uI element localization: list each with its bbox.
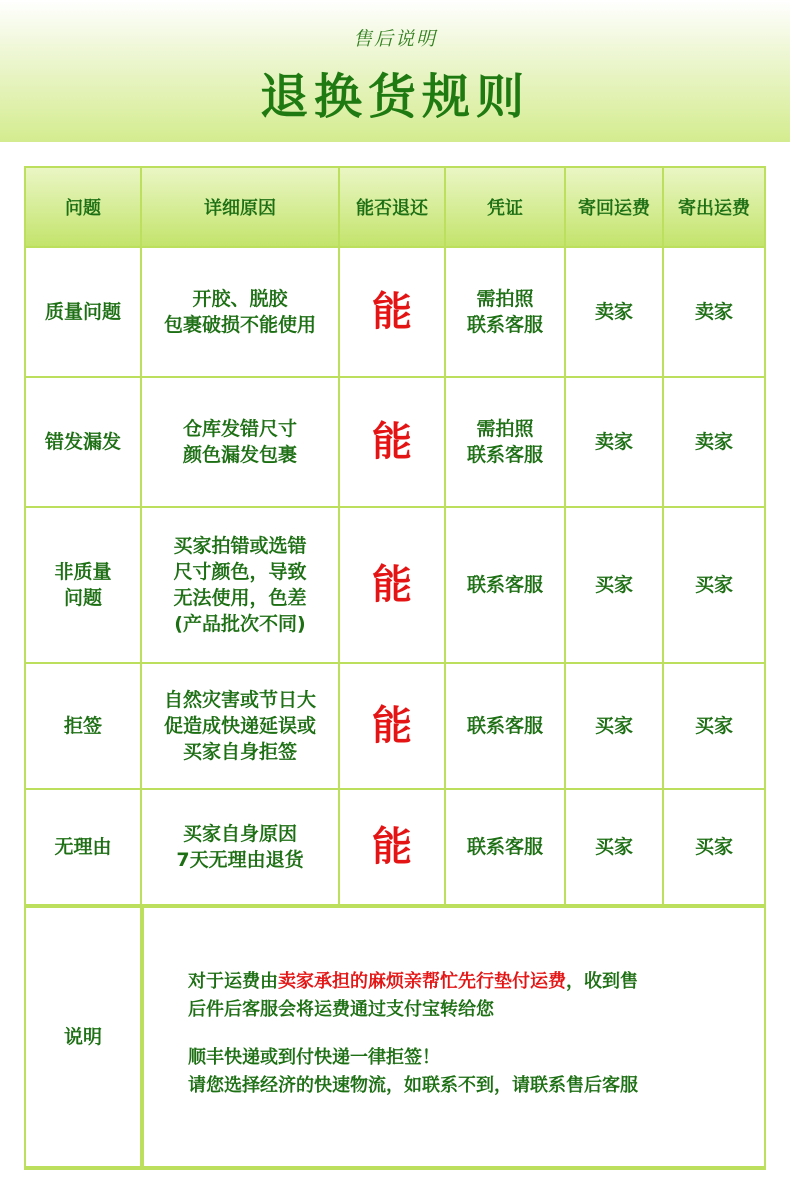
- note-line-4: 请您选择经济的快速物流，如联系不到，请联系售后客服: [188, 1075, 638, 1096]
- row-2-send-fee: 卖家: [664, 378, 764, 506]
- row-3-send-fee: 买家: [664, 508, 764, 662]
- note-line-2: 后件后客服会将运费通过支付宝转给您: [188, 999, 494, 1020]
- row-3-returnable: 能: [340, 508, 444, 662]
- row-4-send-fee: 买家: [664, 664, 764, 788]
- row-2-returnable: 能: [340, 378, 444, 506]
- row-3-issue: 非质量 问题: [26, 508, 140, 662]
- row-2-return-fee: 卖家: [566, 378, 662, 506]
- row-5-reason: 买家自身原因 7天无理由退货: [142, 790, 338, 904]
- col-header-proof: 凭证: [446, 168, 564, 246]
- col-header-reason: 详细原因: [142, 168, 338, 246]
- row-4-returnable: 能: [340, 664, 444, 788]
- note-line-3: 顺丰快递或到付快递一律拒签！: [188, 1047, 440, 1068]
- row-3-reason: 买家拍错或选错 尺寸颜色，导致 无法使用，色差 (产品批次不同): [142, 508, 338, 662]
- row-2-issue: 错发漏发: [26, 378, 140, 506]
- col-header-issue: 问题: [26, 168, 140, 246]
- row-1-send-fee: 卖家: [664, 248, 764, 376]
- row-1-reason: 开胶、脱胶 包裹破损不能使用: [142, 248, 338, 376]
- col-header-send-fee: 寄出运费: [664, 168, 764, 246]
- row-4-issue: 拒签: [26, 664, 140, 788]
- row-4-reason: 自然灾害或节日大 促造成快递延误或 买家自身拒签: [142, 664, 338, 788]
- row-4-return-fee: 买家: [566, 664, 662, 788]
- note-line-1-highlight: 卖家承担的麻烦亲帮忙先行垫付运费: [278, 971, 566, 992]
- row-3-proof: 联系客服: [446, 508, 564, 662]
- row-5-returnable: 能: [340, 790, 444, 904]
- note-content: [144, 908, 764, 1166]
- header-subtitle: 售后说明: [352, 28, 437, 50]
- row-5-send-fee: 买家: [664, 790, 764, 904]
- note-line-1: [188, 968, 638, 996]
- page-header: [0, 0, 790, 142]
- row-4-proof: 联系客服: [446, 664, 564, 788]
- header-title: 退换货规则: [259, 69, 530, 125]
- row-1-returnable: 能: [340, 248, 444, 376]
- row-5-return-fee: 买家: [566, 790, 662, 904]
- row-2-reason: 仓库发错尺寸 颜色漏发包裹: [142, 378, 338, 506]
- note-label: 说明: [26, 908, 140, 1166]
- note-line-1-end: ，收到售: [566, 971, 638, 992]
- row-2-proof: 需拍照 联系客服: [446, 378, 564, 506]
- row-3-return-fee: 买家: [566, 508, 662, 662]
- col-header-return-fee: 寄回运费: [566, 168, 662, 246]
- row-1-return-fee: 卖家: [566, 248, 662, 376]
- col-header-returnable: 能否退还: [340, 168, 444, 246]
- row-5-issue: 无理由: [26, 790, 140, 904]
- row-1-issue: 质量问题: [26, 248, 140, 376]
- row-5-proof: 联系客服: [446, 790, 564, 904]
- row-1-proof: 需拍照 联系客服: [446, 248, 564, 376]
- note-line-1-start: 对于运费由: [188, 971, 278, 992]
